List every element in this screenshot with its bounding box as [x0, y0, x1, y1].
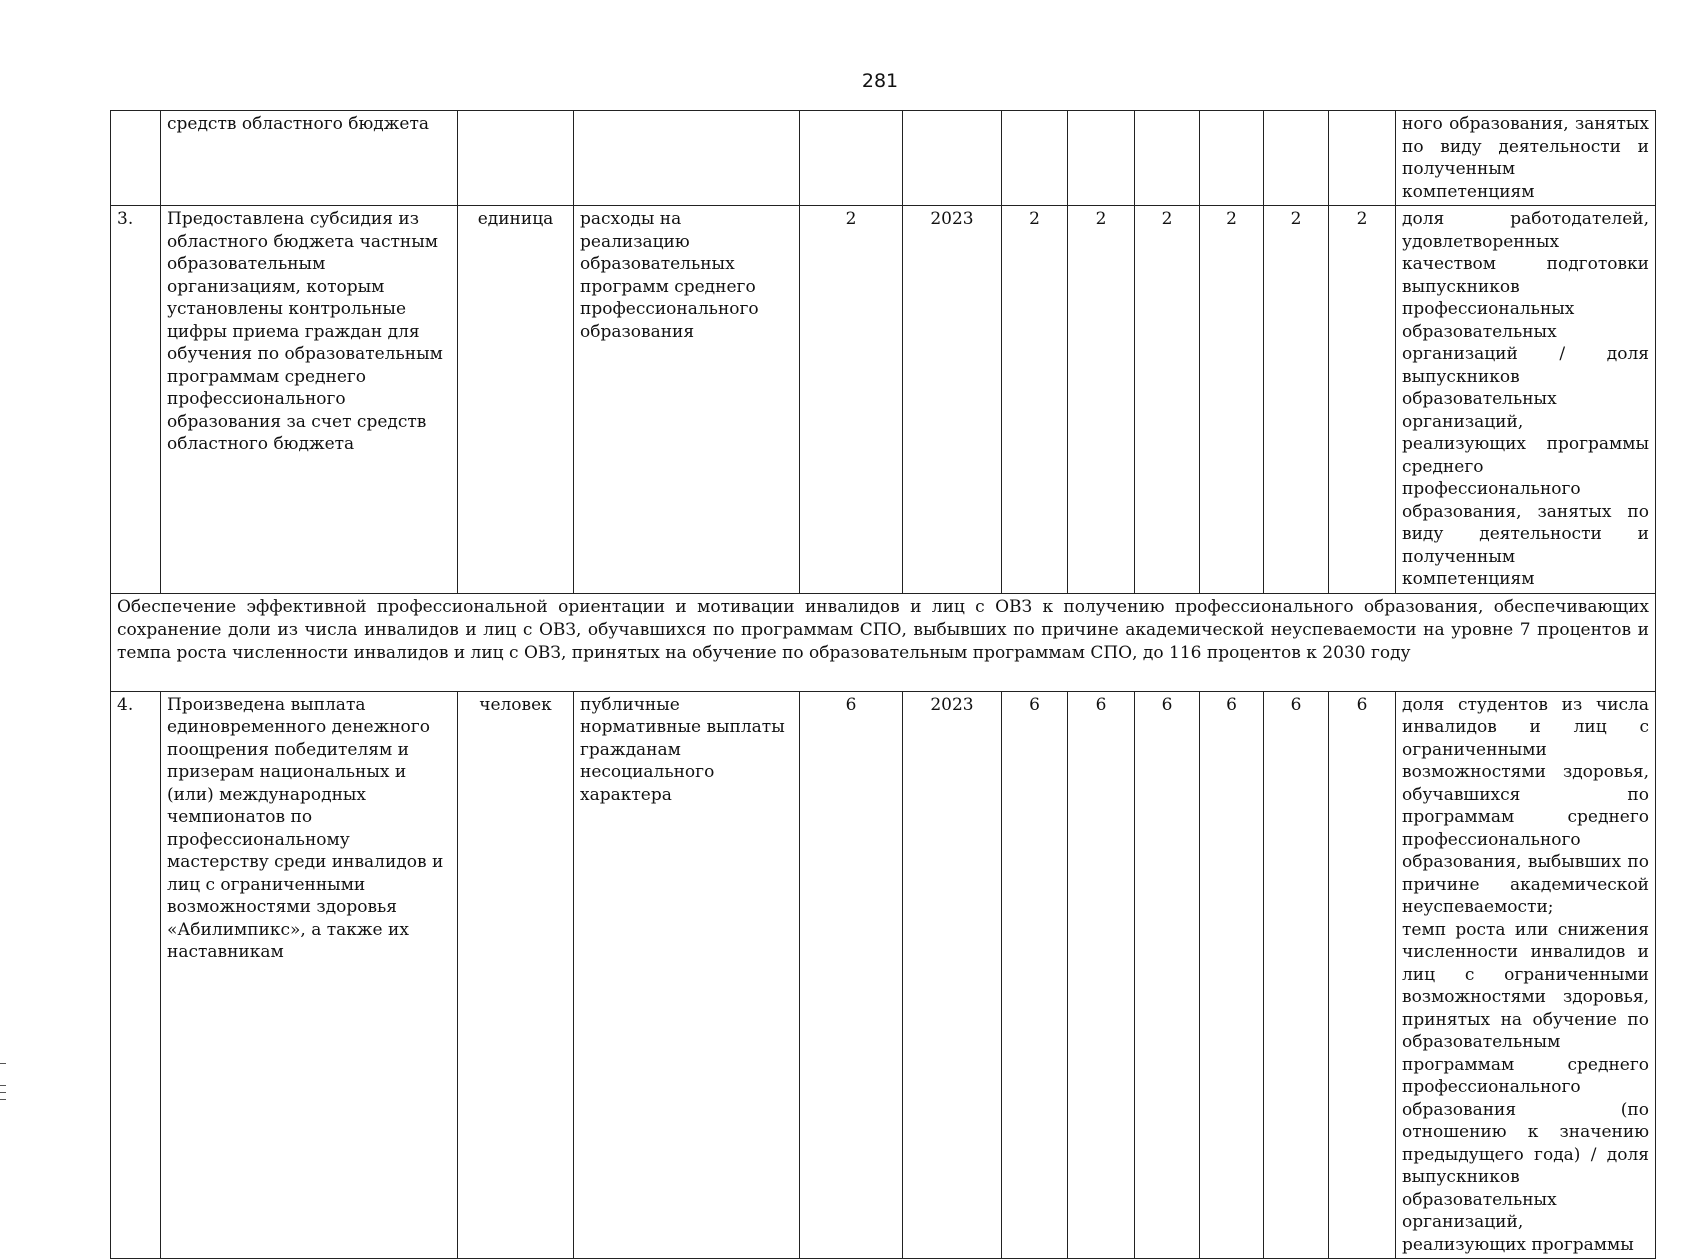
value-cell: 2	[1200, 206, 1264, 594]
value-cell	[1200, 111, 1264, 206]
value-cell: 2	[1002, 206, 1068, 594]
expense-type	[574, 111, 800, 206]
value-cell	[1068, 111, 1135, 206]
indicator: доля работодателей, удовлетворенных качеством подготовки выпускников профессиональных образовательных организаций / доля выпускников образовательных организаций, реализующих программы среднего профессионального образования, занятых по виду деятельности и полученным компетенциям	[1396, 206, 1656, 594]
indicator-part-b: темп роста или снижения численности инвалидов и лиц с ограниченными возможностями здоровья, принятых на обучение по образовательным программам среднего профессионального образования (по отношению к значению предыдущего года) / доля выпускников образовательных организаций, реализующих программы	[1402, 919, 1649, 1255]
indicator: ного образования, занятых по виду деятельности и полученным компетенциям	[1396, 111, 1656, 206]
row-number: 4.	[111, 691, 161, 1259]
value-cell: 2	[1135, 206, 1200, 594]
value-cell: 6	[1200, 691, 1264, 1259]
section-row	[111, 593, 1656, 691]
scan-margin-mark	[0, 1092, 6, 1093]
expense-type: публичные нормативные выплаты гражданам несоциального характера	[574, 691, 800, 1259]
value-cell	[1329, 111, 1396, 206]
table-row	[111, 111, 1656, 206]
expense-type: расходы на реализацию образовательных программ среднего профессионального образования	[574, 206, 800, 594]
unit: единица	[458, 206, 574, 594]
base-value: 2	[800, 206, 903, 594]
base-year: 2023	[903, 206, 1002, 594]
value-cell: 2	[1068, 206, 1135, 594]
base-value: 6	[800, 691, 903, 1259]
value-cell: 2	[1329, 206, 1396, 594]
measure-name: средств областного бюджета	[161, 111, 458, 206]
value-cell: 6	[1329, 691, 1396, 1259]
unit: человек	[458, 691, 574, 1259]
base-year: 2023	[903, 691, 1002, 1259]
value-cell	[1002, 111, 1068, 206]
row-number	[111, 111, 161, 206]
value-cell	[1264, 111, 1329, 206]
value-cell: 6	[1002, 691, 1068, 1259]
table-row	[111, 691, 1656, 1259]
page-number: 281	[861, 70, 899, 92]
measure-name: Произведена выплата единовременного денежного поощрения победителям и призерам национальных и (или) международных чемпионатов по профессиональному мастерству среди инвалидов и лиц с ограниченными возможностями здоровья «Абилимпикс», а также их наставникам	[161, 691, 458, 1259]
value-cell: 6	[1264, 691, 1329, 1259]
scan-margin-mark	[0, 1099, 6, 1100]
value-cell: 2	[1264, 206, 1329, 594]
value-cell: 6	[1068, 691, 1135, 1259]
base-year	[903, 111, 1002, 206]
section-heading: Обеспечение эффективной профессиональной ориентации и мотивации инвалидов и лиц с ОВЗ к получению профессионального образования, обеспечивающих сохранение доли из числа инвалидов и лиц с ОВЗ, обучавшихся по программам СПО, выбывших по причине академической неуспеваемости на уровне 7 процентов и темпа роста численности инвалидов и лиц с ОВЗ, принятых на обучение по образовательным программам СПО, до 116 процентов к 2030 году	[111, 593, 1656, 691]
indicator-part-a: доля студентов из числа инвалидов и лиц с ограниченными возможностями здоровья, обучавшихся по программам среднего профессионального образования, выбывших по причине академической неуспеваемости;	[1402, 694, 1649, 917]
measure-name: Предоставлена субсидия из областного бюджета частным образовательным организациям, которым установлены контрольные цифры приема граждан для обучения по образовательным программам среднего профессионального образования за счет средств областного бюджета	[161, 206, 458, 594]
unit	[458, 111, 574, 206]
program-table	[110, 110, 1656, 1259]
value-cell	[1135, 111, 1200, 206]
table-row	[111, 206, 1656, 594]
scan-margin-mark	[0, 1063, 6, 1064]
row-number: 3.	[111, 206, 161, 594]
scan-margin-mark	[0, 1085, 6, 1086]
value-cell: 6	[1135, 691, 1200, 1259]
indicator	[1396, 691, 1656, 1259]
base-value	[800, 111, 903, 206]
